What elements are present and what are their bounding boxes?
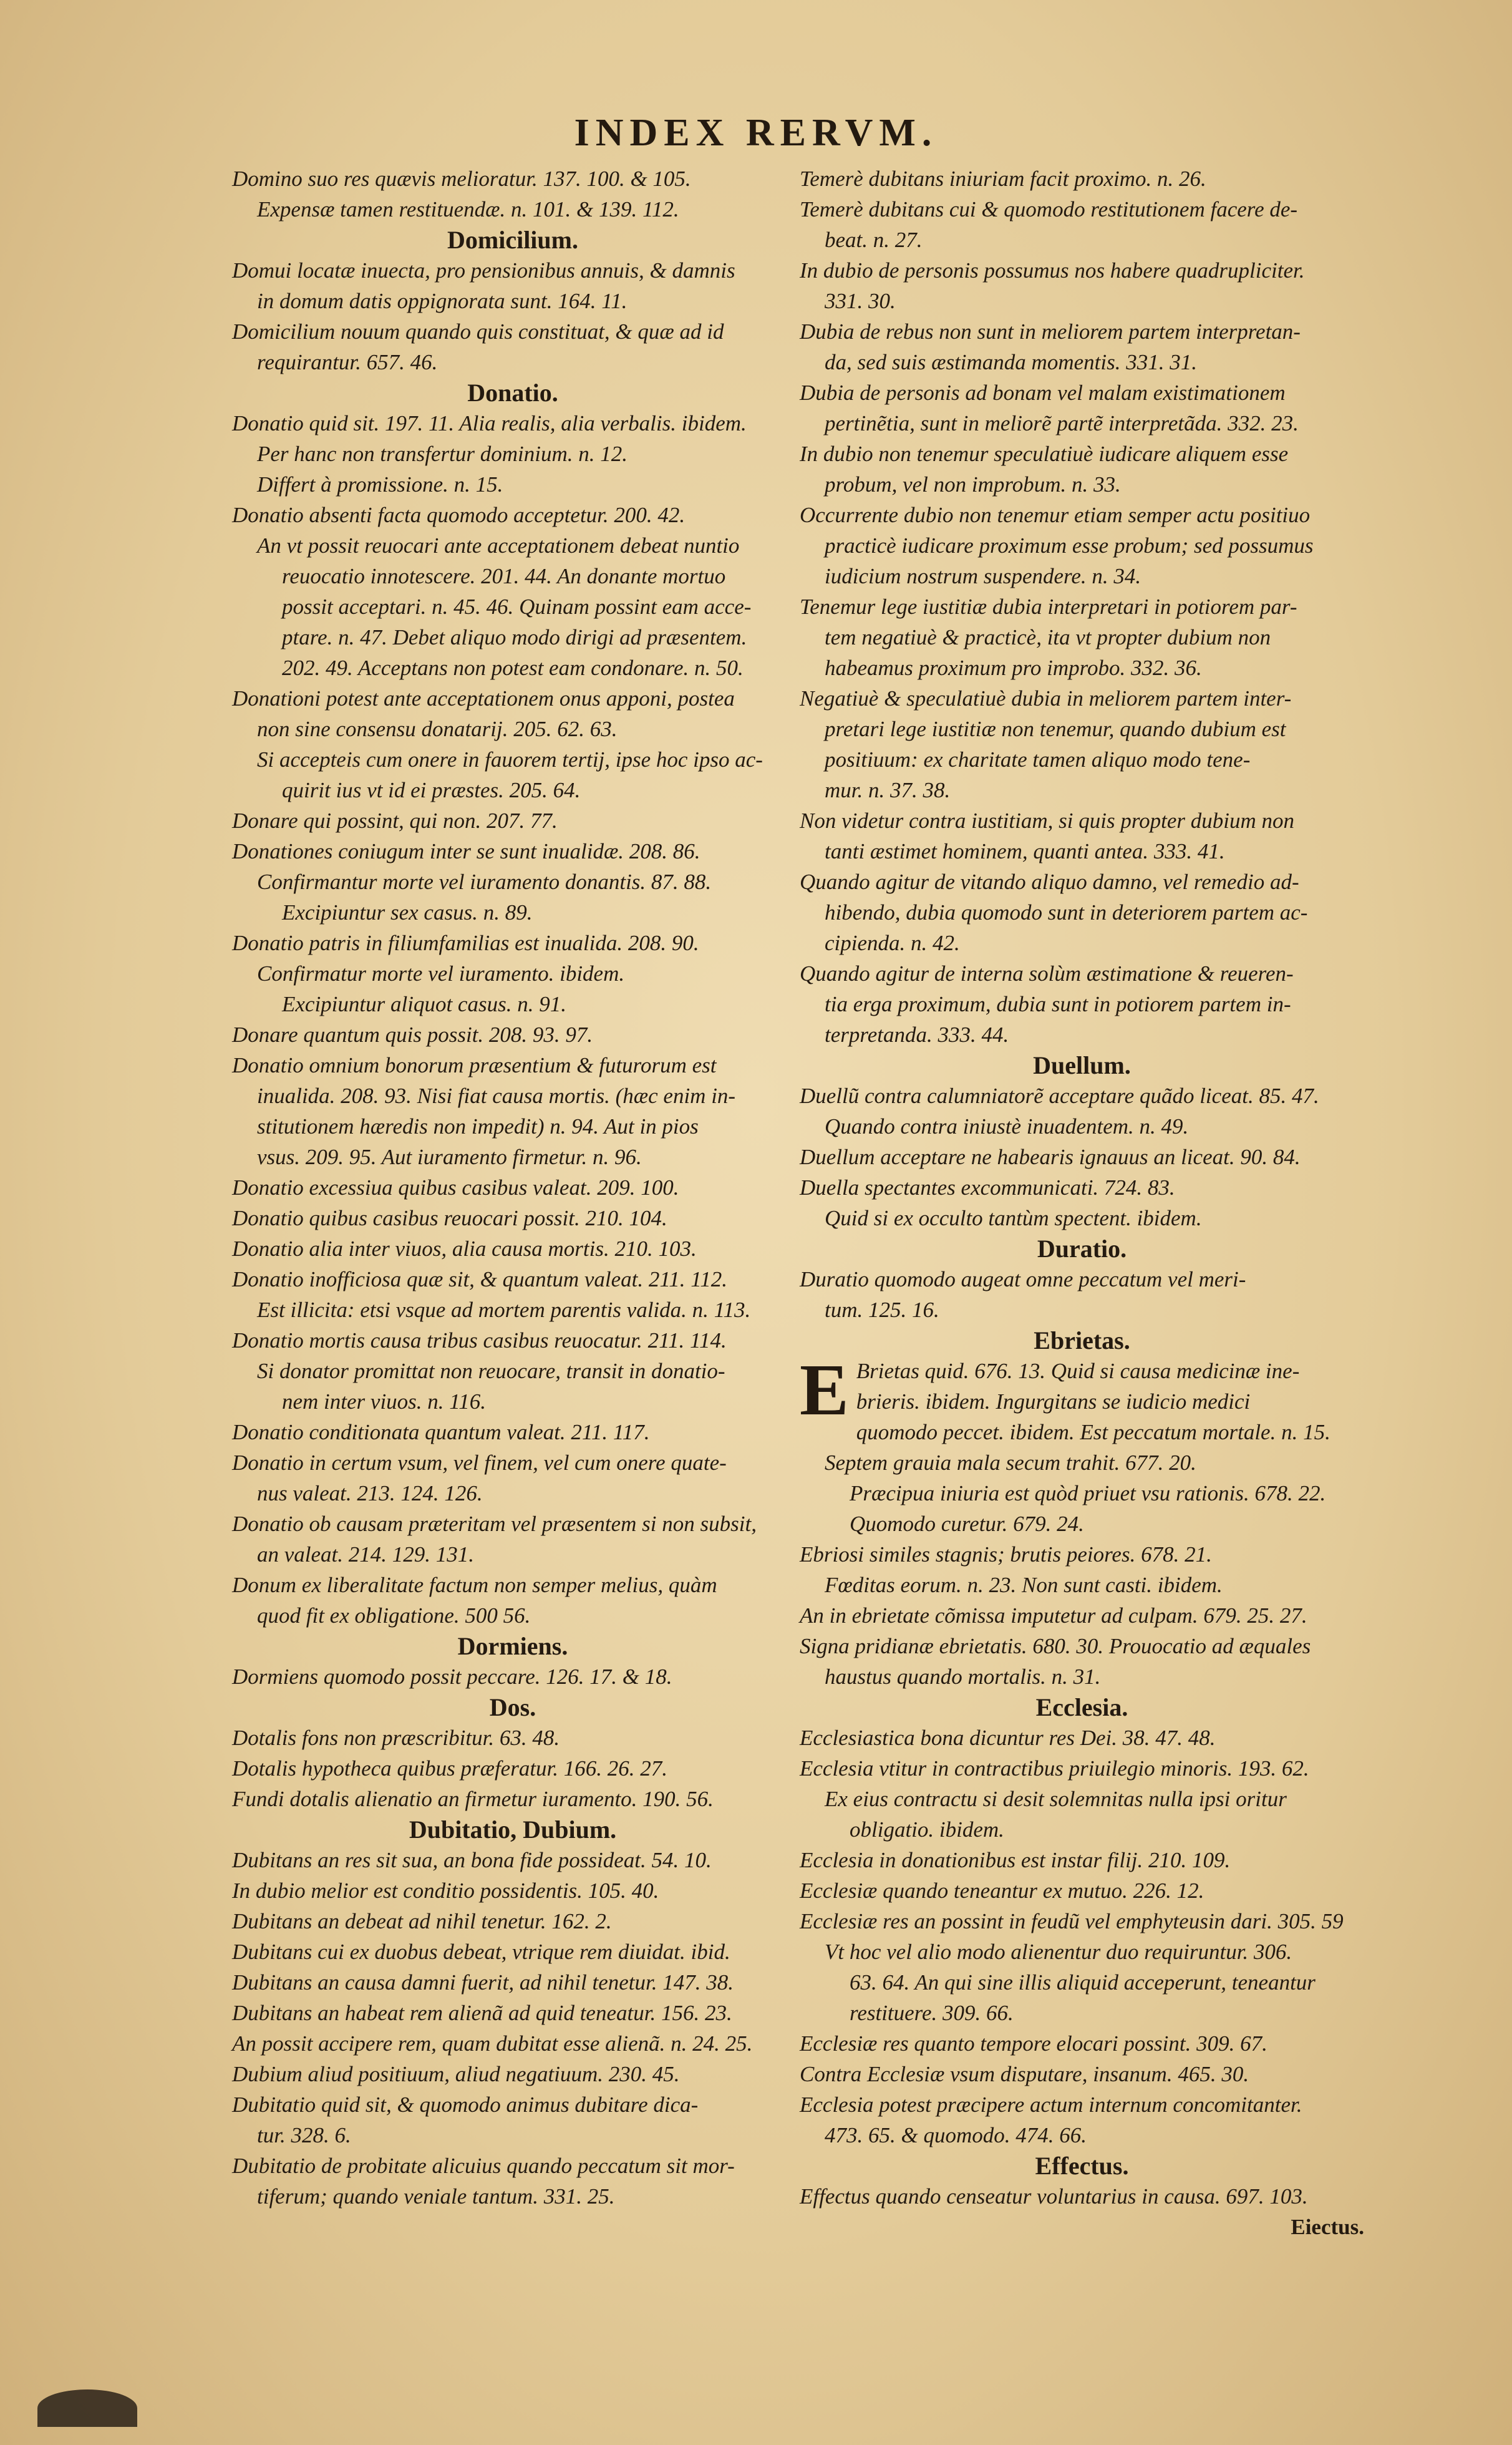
index-heading: Domicilium. [447, 226, 578, 254]
entry-line: Donationes coniugum inter se sunt inualidæ. 208. 86. [232, 839, 700, 863]
entry-line: quirit ius vt id ei præstes. 205. 64. [282, 778, 581, 802]
entry-line: terpretanda. 333. 44. [825, 1023, 1009, 1047]
index-entry [800, 1349, 1364, 1447]
entry-line: positiuum: ex charitate tamen aliquo modo tene- [825, 747, 1251, 772]
drop-cap-initial: E [800, 1349, 849, 1431]
page-header: INDEX RERVM. [574, 112, 938, 154]
index-entry [800, 1081, 1364, 1111]
entry-line: nem inter viuos. n. 116. [282, 1389, 486, 1414]
entry-line: Domicilium nouum quando quis constituat, & quæ ad id [232, 319, 724, 344]
index-entry [800, 1142, 1364, 1172]
index-subentry [800, 1570, 1364, 1600]
index-entry [800, 683, 1364, 805]
index-heading: Ecclesia. [1035, 1693, 1128, 1721]
index-subentry [800, 1111, 1364, 1142]
index-entry [232, 1172, 793, 1203]
index-entry [232, 1967, 793, 1998]
entry-line: tem negatiuè & practicè, ita vt propter dubium non [825, 625, 1271, 649]
entry-line: 331. 30. [825, 289, 896, 313]
entry-line: Ecclesiastica bona dicuntur res Dei. 38. 47. 48. [800, 1726, 1216, 1750]
entry-line: Donare qui possint, qui non. 207. 77. [232, 809, 558, 833]
entry-line: iudicium nostrum suspendere. n. 34. [825, 564, 1141, 588]
index-heading: Donatio. [467, 379, 558, 407]
entry-line: In dubio non tenemur speculatiuè iudicare aliquem esse [800, 442, 1289, 466]
index-heading: Ebrietas. [1034, 1326, 1130, 1354]
entry-line: Ecclesia in donationibus est instar filij. 210. 109. [800, 1848, 1231, 1872]
entry-line: Confirmatur morte vel iuramento. ibidem. [257, 961, 625, 986]
index-entry [232, 1998, 793, 2028]
entry-line: Domui locatæ inuecta, pro pensionibus annuis, & damnis [232, 258, 735, 283]
entry-line: pertinẽtia, sunt in meliorẽ partẽ interpretãda. 332. 23. [825, 411, 1299, 435]
index-entry [232, 163, 793, 194]
entry-line: Duellũ contra calumniatorẽ acceptare quãdo liceat. 85. 47. [800, 1084, 1319, 1108]
index-entry [800, 1845, 1364, 1875]
index-entry [232, 1264, 793, 1295]
entry-line: An possit accipere rem, quam dubitat esse alienã. n. 24. 25. [232, 2031, 753, 2056]
entry-line: Contra Ecclesiæ vsum disputare, insanum. 465. 30. [800, 2062, 1249, 2086]
entry-line: Domino suo res quævis melioratur. 137. 100. & 105. [232, 167, 691, 191]
index-entry [800, 255, 1364, 316]
index-entry [232, 836, 793, 867]
entry-line: Duellum acceptare ne habearis ignauus an liceat. 90. 84. [800, 1145, 1301, 1169]
index-entry [800, 591, 1364, 683]
entry-line: In dubio de personis possumus nos habere quadrupliciter. [800, 258, 1305, 283]
entry-line: Dotalis fons non præscribitur. 63. 48. [232, 1726, 560, 1750]
index-entry [232, 1845, 793, 1875]
index-entry [232, 1325, 793, 1356]
index-heading: Duellum. [1033, 1051, 1131, 1079]
index-entry [800, 316, 1364, 377]
index-column-left [232, 163, 793, 2212]
entry-line: da, sed suis æstimanda momentis. 331. 31. [825, 350, 1197, 374]
index-entry [232, 255, 793, 316]
entry-line: inualida. 208. 93. Nisi fiat causa mortis. (hæc enim in- [257, 1084, 736, 1108]
entry-line: ptare. n. 47. Debet aliquo modo dirigi ad præsentem. [282, 625, 747, 649]
entry-line: Effectus quando censeatur voluntarius in causa. 697. 103. [800, 2184, 1308, 2209]
entry-line: Vt hoc vel alio modo alienentur duo requiruntur. 306. [825, 1940, 1292, 1964]
entry-line: tanti æstimet hominem, quanti antea. 333. 41. [825, 839, 1225, 863]
entry-line: Duratio quomodo augeat omne peccatum vel meri- [800, 1267, 1246, 1291]
entry-line: Non videtur contra iustitiam, si quis propter dubium non [800, 809, 1295, 833]
entry-line: Donatio excessiua quibus casibus valeat. 209. 100. [232, 1175, 679, 1200]
entry-line: Donationi potest ante acceptationem onus apponi, postea [232, 686, 735, 711]
index-entry [800, 867, 1364, 958]
index-subentry [800, 1784, 1364, 1845]
index-subentry [232, 439, 793, 469]
entry-line: possit acceptari. n. 45. 46. Quinam possint eam acce- [282, 595, 752, 619]
entry-line: Dubia de personis ad bonam vel malam existimationem [800, 381, 1286, 405]
index-entry [232, 928, 793, 958]
entry-line: quomodo peccet. ibidem. Est peccatum mortale. n. 15. [856, 1420, 1330, 1444]
entry-line: an valeat. 214. 129. 131. [257, 1542, 475, 1567]
entry-line: Donatio ob causam præteritam vel præsentem si non subsit, [232, 1512, 757, 1536]
entry-line: Negatiuè & speculatiuè dubia in meliorem partem inter- [800, 686, 1292, 711]
entry-line: vsus. 209. 95. Aut iuramento firmetur. n. 96. [257, 1145, 642, 1169]
ink-smudge [37, 2389, 137, 2427]
index-entry [232, 1661, 793, 1692]
index-entry [232, 805, 793, 836]
entry-line: nus valeat. 213. 124. 126. [257, 1481, 483, 1505]
index-subentry [232, 1356, 793, 1417]
entry-line: Donatio quibus casibus reuocari possit. 210. 104. [232, 1206, 667, 1230]
entry-line: hibendo, dubia quomodo sunt in deteriorem partem ac- [825, 900, 1308, 925]
index-entry [232, 1906, 793, 1937]
index-heading: Dubitatio, Dubium. [409, 1816, 617, 1844]
entry-line: Quando contra iniustè inuadentem. n. 49. [825, 1114, 1189, 1139]
index-subentry [232, 1295, 793, 1325]
entry-line: brieris. ibidem. Ingurgitans se iudicio medici [856, 1389, 1251, 1414]
entry-line: Dubia de rebus non sunt in meliorem partem interpretan- [800, 319, 1301, 344]
index-entry [232, 1753, 793, 1784]
entry-line: 63. 64. An qui sine illis aliquid acceperunt, teneantur [850, 1970, 1316, 1995]
index-entry [232, 1050, 793, 1172]
index-entry [232, 1723, 793, 1753]
index-entry [800, 958, 1364, 1050]
index-entry [800, 805, 1364, 867]
index-entry [232, 1509, 793, 1570]
entry-line: Donum ex liberalitate factum non semper melius, quàm [232, 1573, 717, 1597]
entry-line: Quid si ex occulto tantùm spectent. ibidem. [825, 1206, 1202, 1230]
index-subentry [232, 867, 793, 928]
entry-line: Donatio in certum vsum, vel finem, vel cum onere quate- [232, 1451, 727, 1475]
entry-line: Excipiuntur sex casus. n. 89. [282, 900, 533, 925]
index-entry [800, 1875, 1364, 1906]
index-entry [800, 377, 1364, 439]
index-entry [800, 500, 1364, 591]
index-entry [800, 1264, 1364, 1325]
entry-line: Donatio conditionata quantum valeat. 211. 117. [232, 1420, 650, 1444]
entry-line: habeamus proximum pro improbo. 332. 36. [825, 656, 1202, 680]
catchword: Eiectus. [1291, 2215, 1364, 2239]
entry-line: Ebriosi similes stagnis; brutis peiores. 678. 21. [800, 1542, 1212, 1567]
index-entry [800, 1600, 1364, 1631]
entry-line: pretari lege iustitiæ non tenemur, quando dubium est [825, 717, 1286, 741]
index-entry [232, 1417, 793, 1447]
entry-line: Ecclesiæ quando teneantur ex mutuo. 226. 12. [800, 1879, 1204, 1903]
entry-line: Si accepteis cum onere in fauorem tertij, ipse hoc ipso ac- [257, 747, 763, 772]
entry-line: Fundi dotalis alienatio an firmetur iuramento. 190. 56. [232, 1787, 714, 1811]
entry-line: Temerè dubitans iniuriam facit proximo. n. 26. [800, 167, 1206, 191]
entry-line: Per hanc non transfertur dominium. n. 12. [257, 442, 628, 466]
index-entry [800, 1906, 1364, 1937]
index-subentry [232, 194, 793, 225]
entry-line: Ex eius contractu si desit solemnitas nulla ipsi oritur [825, 1787, 1287, 1811]
index-subentry [232, 958, 793, 1019]
index-subentry [800, 1937, 1364, 2028]
entry-line: Si donator promittat non reuocare, transit in donatio- [257, 1359, 725, 1383]
index-entry [232, 500, 793, 530]
index-heading: Effectus. [1035, 2152, 1129, 2180]
entry-line: beat. n. 27. [825, 228, 923, 252]
entry-line: Temerè dubitans cui & quomodo restitutionem facere de- [800, 197, 1298, 221]
entry-line: Dormiens quomodo possit peccare. 126. 17. & 18. [232, 1665, 672, 1689]
entry-line: Tenemur lege iustitiæ dubia interpretari in potiorem par- [800, 595, 1297, 619]
entry-line: Donatio quid sit. 197. 11. Alia realis, alia verbalis. ibidem. [232, 411, 747, 435]
entry-line: restituere. 309. 66. [850, 2001, 1014, 2025]
index-entry [232, 1233, 793, 1264]
entry-line: Præcipua iniuria est quòd priuet vsu rationis. 678. 22. [850, 1481, 1326, 1505]
index-entry [800, 194, 1364, 255]
entry-line: Ecclesiæ res quanto tempore elocari possint. 309. 67. [800, 2031, 1267, 2056]
index-entry [232, 2151, 793, 2212]
index-entry [232, 1875, 793, 1906]
index-entry [232, 1937, 793, 1967]
entry-line: 473. 65. & quomodo. 474. 66. [825, 2123, 1087, 2147]
index-entry [800, 2089, 1364, 2151]
index-entry [232, 1019, 793, 1050]
entry-line: Septem grauia mala secum trahit. 677. 20. [825, 1451, 1196, 1475]
index-subentry [232, 530, 793, 683]
index-entry [800, 2181, 1364, 2212]
entry-line: An in ebrietate cõmissa imputetur ad culpam. 679. 25. 27. [800, 1603, 1307, 1628]
entry-line: Donatio inofficiosa quæ sit, & quantum valeat. 211. 112. [232, 1267, 727, 1291]
index-entry [232, 2089, 793, 2151]
entry-line: Donatio omnium bonorum præsentium & futurorum est [232, 1053, 717, 1077]
entry-line: tia erga proximum, dubia sunt in potiorem partem in- [825, 992, 1291, 1016]
index-heading: Duratio. [1037, 1235, 1127, 1263]
index-entry [232, 316, 793, 377]
entry-line: Dubitans an debeat ad nihil tenetur. 162. 2. [232, 1909, 612, 1933]
index-entry [232, 408, 793, 439]
entry-line: Signa pridianæ ebrietatis. 680. 30. Prouocatio ad æquales [800, 1634, 1311, 1658]
entry-line: Est illicita: etsi vsque ad mortem parentis valida. n. 113. [257, 1298, 751, 1322]
entry-line: Differt à promissione. n. 15. [257, 472, 503, 497]
index-entry [800, 1539, 1364, 1570]
entry-line: Ecclesiæ res an possint in feudũ vel emphyteusin dari. 305. 59 [800, 1909, 1344, 1933]
index-entry [800, 1172, 1364, 1203]
entry-line: 202. 49. Acceptans non potest eam condonare. n. 50. [282, 656, 744, 680]
entry-line: Ecclesia vtitur in contractibus priuilegio minoris. 193. 62. [800, 1756, 1309, 1781]
entry-line: Donatio alia inter viuos, alia causa mortis. 210. 103. [232, 1237, 697, 1261]
entry-line: Quando agitur de vitando aliquo damno, vel remedio ad- [800, 870, 1299, 894]
entry-line: Donatio absenti facta quomodo acceptetur. 200. 42. [232, 503, 686, 527]
entry-line: Dubitatio quid sit, & quomodo animus dubitare dica- [232, 2093, 699, 2117]
entry-line: Dubitatio de probitate alicuius quando peccatum sit mor- [232, 2154, 735, 2178]
index-entry [232, 683, 793, 744]
entry-line: Excipiuntur aliquot casus. n. 91. [282, 992, 566, 1016]
entry-line: mur. n. 37. 38. [825, 778, 951, 802]
index-entry [232, 1784, 793, 1814]
entry-line: Quomodo curetur. 679. 24. [850, 1512, 1084, 1536]
index-subentry [232, 744, 793, 805]
entry-line: probum, vel non improbum. n. 33. [825, 472, 1121, 497]
index-entry [232, 1203, 793, 1233]
entry-line: obligatio. ibidem. [850, 1817, 1004, 1842]
index-entry [800, 1723, 1364, 1753]
entry-line: stitutionem hæredis non impedit) n. 94. Aut in pios [257, 1114, 699, 1139]
entry-line: in domum datis oppignorata sunt. 164. 11. [257, 289, 628, 313]
entry-line: Donatio patris in filiumfamilias est inualida. 208. 90. [232, 931, 699, 955]
index-entry [800, 163, 1364, 194]
entry-line: Dubitans cui ex duobus debeat, vtrique rem diuidat. ibid. [232, 1940, 730, 1964]
entry-line: Confirmantur morte vel iuramento donantis. 87. 88. [257, 870, 712, 894]
index-entry [800, 2059, 1364, 2089]
index-entry [232, 1570, 793, 1631]
entry-line: quod fit ex obligatione. 500 56. [257, 1603, 531, 1628]
index-entry [232, 2028, 793, 2059]
index-entry [800, 1753, 1364, 1784]
entry-line: Dubitans an res sit sua, an bona fide possideat. 54. 10. [232, 1848, 712, 1872]
index-entry [800, 1631, 1364, 1692]
entry-line: Ecclesia potest præcipere actum internum concomitanter. [800, 2093, 1302, 2117]
entry-line: reuocatio innotescere. 201. 44. An donante mortuo [282, 564, 726, 588]
index-subentry [800, 1203, 1364, 1233]
entry-line: Dubium aliud positiuum, aliud negatiuum. 230. 45. [232, 2062, 680, 2086]
entry-line: non sine consensu donatarij. 205. 62. 63. [257, 717, 618, 741]
entry-line: Dubitans an causa damni fuerit, ad nihil tenetur. 147. 38. [232, 1970, 734, 1995]
entry-line: cipienda. n. 42. [825, 931, 960, 955]
index-subentry [800, 1447, 1364, 1539]
index-column-right [800, 163, 1364, 2242]
entry-line: Brietas quid. 676. 13. Quid si causa medicinæ ine- [856, 1359, 1300, 1383]
index-entry [800, 2028, 1364, 2059]
index-heading: Dos. [489, 1693, 536, 1721]
entry-line: Dotalis hypotheca quibus præferatur. 166. 26. 27. [232, 1756, 668, 1781]
entry-line: Donatio mortis causa tribus casibus reuocatur. 211. 114. [232, 1328, 727, 1353]
entry-line: requirantur. 657. 46. [257, 350, 438, 374]
entry-line: Duella spectantes excommunicati. 724. 83. [800, 1175, 1175, 1200]
index-subentry [232, 469, 793, 500]
entry-line: Donare quantum quis possit. 208. 93. 97. [232, 1023, 593, 1047]
index-entry [232, 2059, 793, 2089]
entry-line: Dubitans an habeat rem alienã ad quid teneatur. 156. 23. [232, 2001, 732, 2025]
entry-line: In dubio melior est conditio possidentis. 105. 40. [232, 1879, 659, 1903]
entry-line: tur. 328. 6. [257, 2123, 351, 2147]
entry-line: An vt possit reuocari ante acceptationem debeat nuntio [257, 533, 740, 558]
entry-line: Expensæ tamen restituendæ. n. 101. & 139. 112. [257, 197, 679, 221]
index-entry [232, 1447, 793, 1509]
entry-line: practicè iudicare proximum esse probum; sed possumus [825, 533, 1314, 558]
entry-line: Occurrente dubio non tenemur etiam semper actu positiuo [800, 503, 1311, 527]
index-heading: Dormiens. [457, 1632, 568, 1660]
entry-line: tum. 125. 16. [825, 1298, 939, 1322]
entry-line: tiferum; quando veniale tantum. 331. 25. [257, 2184, 615, 2209]
entry-line: haustus quando mortalis. n. 31. [825, 1665, 1101, 1689]
entry-line: Fœditas eorum. n. 23. Non sunt casti. ibidem. [825, 1573, 1223, 1597]
entry-line: Quando agitur de interna solùm æstimatione & reueren- [800, 961, 1294, 986]
index-entry [800, 439, 1364, 500]
